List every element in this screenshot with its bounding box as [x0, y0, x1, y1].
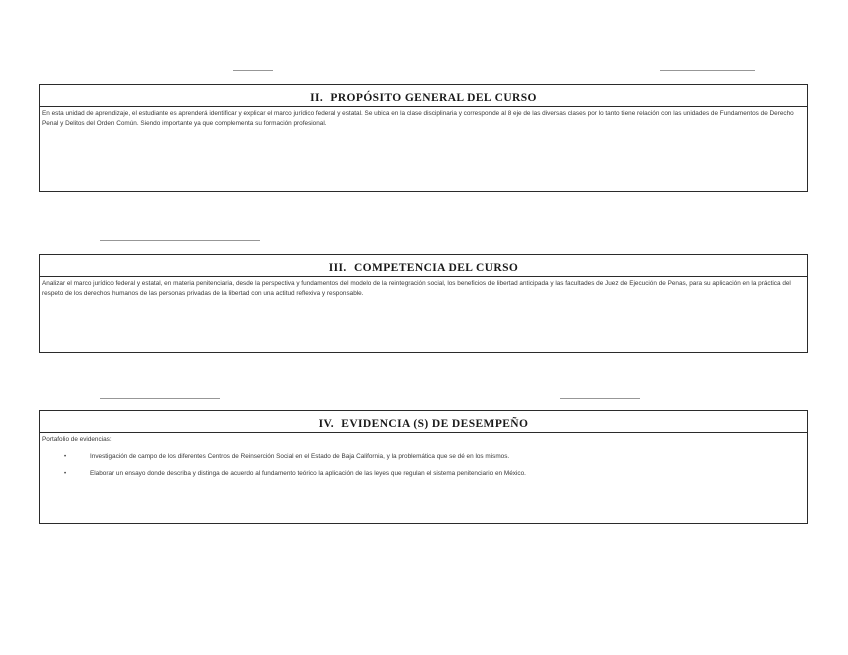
evidence-text: Investigación de campo de los diferentes Centros de Reinserción Social en el Estado de Baja California, y la problemática que se dé en los mismos. [90, 452, 510, 460]
scan-rule [660, 70, 755, 71]
section-title [40, 255, 807, 277]
scan-rule [100, 398, 220, 399]
section-proposito-general [39, 84, 808, 192]
section-title [40, 85, 807, 107]
section-number: IV. [318, 418, 334, 430]
bullet-icon: • [64, 453, 67, 460]
list-item [40, 470, 807, 478]
section-heading: EVIDENCIA (S) DE DESEMPEÑO [341, 418, 529, 430]
section-heading: COMPETENCIA DEL CURSO [353, 262, 519, 274]
section-text: Analizar el marco jurídico federal y estatal, en materia penitenciaria, desde la perspectiva y fundamentos del modelo de la reintegración social, los beneficios de libertad anticipada y las facultades de Juez de Ejecución de Penas, para su aplicación en la práctica del respeto de los derechos humanos de las personas privadas de la libertad con una actitud reflexiva y responsable. [42, 280, 791, 297]
section-intro: Portafolio de evidencias: [42, 436, 112, 443]
section-title [40, 411, 807, 433]
scan-rule [560, 398, 640, 399]
scan-rule [233, 70, 273, 71]
bullet-icon: • [64, 470, 67, 477]
list-item [40, 453, 807, 461]
evidence-list [40, 453, 807, 478]
section-heading: PROPÓSITO GENERAL DEL CURSO [330, 92, 537, 104]
section-evidencias [39, 410, 808, 524]
section-number: III. [328, 262, 347, 274]
scan-rule [100, 240, 260, 241]
section-text: En esta unidad de aprendizaje, el estudiante es aprenderá identificar y explicar el marco jurídico federal y estatal. Se ubica en la clase disciplinaria y corresponde al 8 eje de las diversas clases por lo tanto tiene relación con las unidades de Fundamentos de Derecho Penal y Delitos del Orden Común. Siendo importante ya que complementa su formación profesional. [42, 110, 794, 127]
section-competencia [39, 254, 808, 353]
section-number: II. [310, 92, 324, 104]
evidence-text: Elaborar un ensayo donde describa y distinga de acuerdo al fundamento teórico la aplicación de las leyes que regulan el sistema penitenciario en México. [90, 469, 526, 477]
